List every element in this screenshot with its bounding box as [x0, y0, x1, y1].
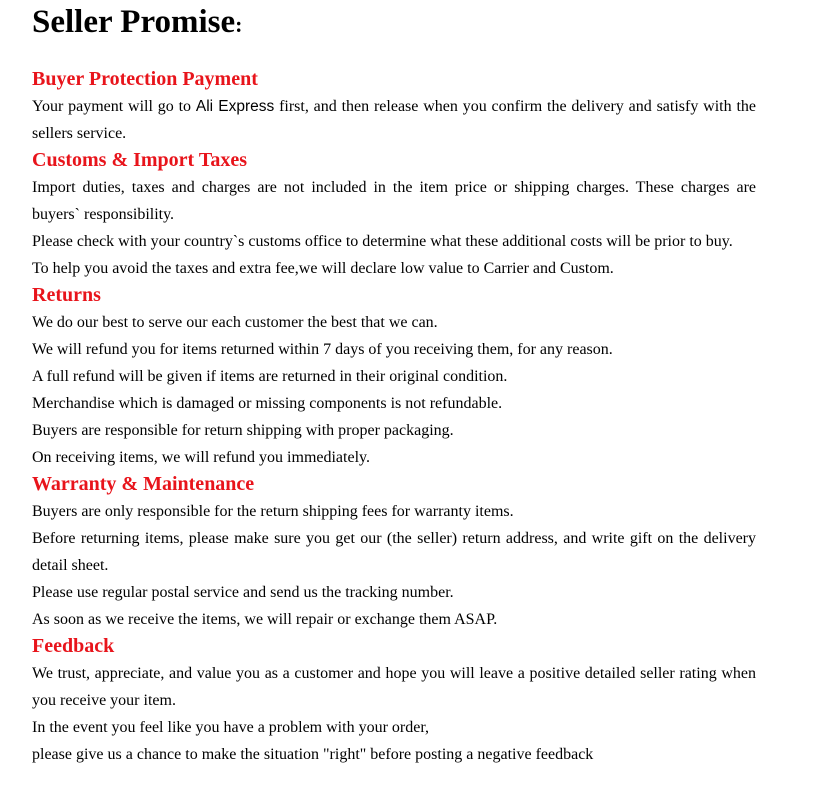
paragraph: In the event you feel like you have a problem with your order, [32, 719, 430, 736]
page-title-text: Seller Promise [32, 4, 236, 40]
paragraph: Please check with your country`s customs office to determine what these additional costs will be prior to buy. [32, 233, 733, 250]
section-customs-taxes [32, 147, 756, 282]
paragraph: We will refund you for items returned within 7 days of you receiving them, for any reason. [32, 341, 613, 358]
paragraph: We do our best to serve our each customer the best that we can. [32, 314, 438, 331]
paragraph: We trust, appreciate, and value you as a customer and hope you will leave a positive detailed seller rating when you receive your item. [32, 665, 756, 709]
paragraph-text: first, and then release when you confirm the delivery and satisfy with the sellers service. [32, 98, 757, 142]
paragraph: As soon as we receive the items, we will repair or exchange them ASAP. [32, 611, 498, 628]
page-title-colon: : [235, 12, 243, 37]
section-heading: Feedback [32, 635, 115, 657]
section-heading: Customs & Import Taxes [32, 149, 248, 171]
paragraph: To help you avoid the taxes and extra fee,we will declare low value to Carrier and Custom. [32, 260, 614, 277]
section-heading: Returns [32, 284, 101, 306]
paragraph: Import duties, taxes and charges are not included in the item price or shipping charges. These charges are buyers` responsibility. [32, 179, 756, 223]
content [32, 66, 756, 768]
section-returns [32, 282, 756, 471]
paragraph: Buyers are only responsible for the return shipping fees for warranty items. [32, 503, 514, 520]
paragraph-text: Your payment will go to [32, 98, 196, 115]
section-buyer-protection [32, 66, 756, 147]
paragraph: Merchandise which is damaged or missing components is not refundable. [32, 395, 503, 412]
section-heading: Warranty & Maintenance [32, 473, 255, 495]
paragraph [32, 93, 756, 147]
section-warranty [32, 471, 756, 633]
brand-name: Ali Express [195, 98, 275, 115]
paragraph: Buyers are responsible for return shipping with proper packaging. [32, 422, 454, 439]
paragraph: On receiving items, we will refund you immediately. [32, 449, 370, 466]
paragraph: A full refund will be given if items are returned in their original condition. [32, 368, 508, 385]
paragraph: Please use regular postal service and send us the tracking number. [32, 584, 454, 601]
paragraph: please give us a chance to make the situation "right" before posting a negative feedback [32, 746, 594, 763]
section-feedback [32, 633, 756, 768]
section-heading: Buyer Protection Payment [32, 68, 258, 90]
paragraph: Before returning items, please make sure you get our (the seller) return address, and write gift on the delivery detail sheet. [32, 530, 756, 574]
page-title [32, 2, 242, 45]
